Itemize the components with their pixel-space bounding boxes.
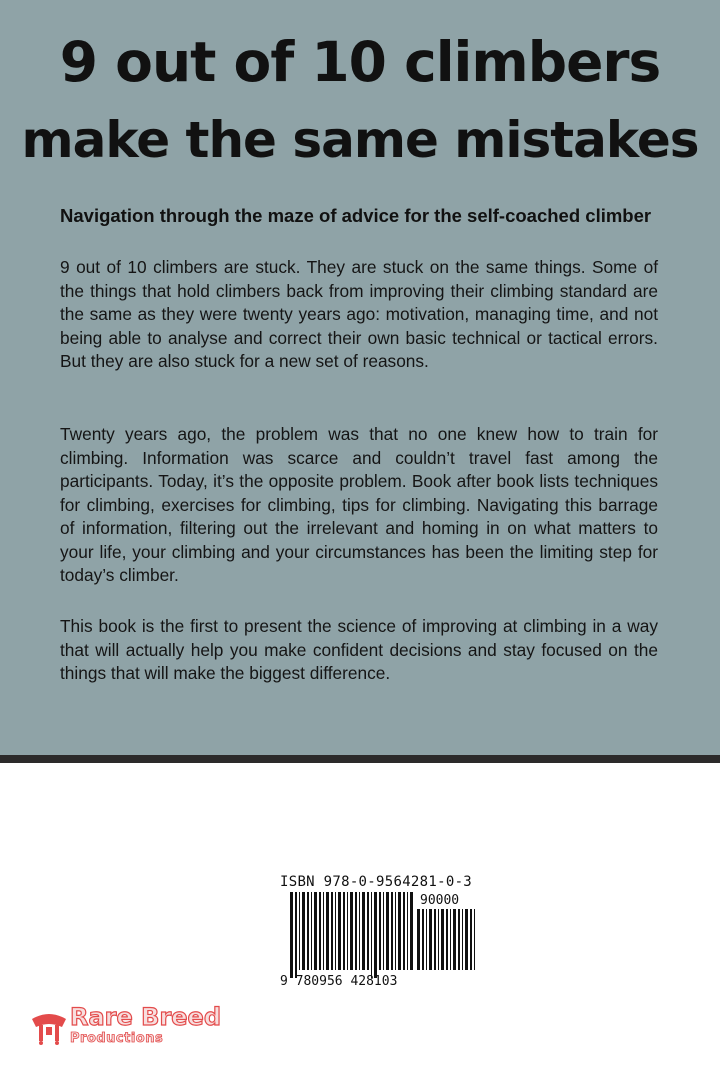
barcode-digits: 9 780956 428103 <box>280 974 398 989</box>
barcode-addon-bars <box>417 909 479 978</box>
publisher-name: Rare Breed <box>70 1003 222 1031</box>
barcode-bar <box>290 892 293 978</box>
barcode-bar <box>295 892 297 978</box>
barcode-bar <box>446 909 448 970</box>
barcode-bar <box>359 892 360 970</box>
barcode-bar <box>434 909 436 970</box>
barcode-bar <box>338 892 341 970</box>
barcode-bar <box>302 892 305 970</box>
barcode-bar <box>350 892 353 970</box>
barcode-bar <box>335 892 336 970</box>
mountain-flag-icon <box>30 1005 68 1045</box>
barcode-bar <box>395 892 396 970</box>
barcode-bar <box>371 892 372 978</box>
barcode-bar <box>474 909 475 970</box>
barcode-bar <box>422 909 424 970</box>
barcode-bar <box>462 909 463 970</box>
barcode-bars <box>290 892 416 978</box>
barcode-bar <box>417 909 420 970</box>
headline-line-1: 9 out of 10 climbers <box>59 30 661 94</box>
barcode-bar <box>374 892 377 978</box>
barcode-bar <box>386 892 389 970</box>
barcode-bar <box>383 892 384 970</box>
barcode-bar <box>347 892 348 970</box>
barcode-bar <box>355 892 357 970</box>
barcode-bar <box>362 892 365 970</box>
cover-divider <box>0 755 720 763</box>
barcode-bar <box>343 892 345 970</box>
barcode-bar <box>470 909 472 970</box>
barcode-bar <box>426 909 427 970</box>
subtitle: Navigation through the maze of advice for the self-coached climber <box>60 205 652 226</box>
barcode-bar <box>429 909 432 970</box>
publisher-subname: Productions <box>70 1031 164 1046</box>
body-paragraph-1: 9 out of 10 climbers are stuck. They are stuck on the same things. Some of the things that hold climbers back from improving their climbing standard are the same as they were twenty years ago: motivation, managing time, and not being able to analyse and correct their own basic technical or tactical errors. But they are also stuck for a new set of reasons. <box>60 257 658 371</box>
barcode-bar <box>407 892 408 970</box>
price-code: 90000 <box>420 893 460 908</box>
body-paragraph-2: Twenty years ago, the problem was that no one knew how to train for climbing. Information was scarce and couldn’t travel fast among the participants. Today, it’s the opposite problem. Book after book lists techniques for climbing, exercises for climbing, tips for climbing. Navigating this barrage of information, filtering out the irrelevant and homing in on what matters to your life, your climbing and your circumstances has been the limiting step for today’s climber. <box>60 424 658 585</box>
barcode-bar <box>367 892 369 970</box>
barcode-bar <box>379 892 381 970</box>
barcode-bar <box>314 892 317 970</box>
barcode-bar <box>410 892 413 970</box>
isbn-label: ISBN 978-0-9564281-0-3 <box>280 874 473 890</box>
barcode-bar <box>299 892 300 970</box>
barcode-bar <box>319 892 321 970</box>
barcode-bar <box>450 909 451 970</box>
barcode-bar <box>453 909 456 970</box>
headline-line-2: make the same mistakes <box>21 111 699 169</box>
barcode-bar <box>323 892 324 970</box>
barcode-bar <box>311 892 312 970</box>
publisher-logo <box>30 1003 240 1051</box>
barcode-bar <box>458 909 460 970</box>
barcode-bar <box>465 909 468 970</box>
isbn-barcode <box>280 874 482 994</box>
barcode-bar <box>438 909 439 970</box>
body-paragraph-3: This book is the first to present the science of improving at climbing in a way that will actually help you make confident decisions and stay focused on the things that will make the biggest difference. <box>60 616 658 683</box>
barcode-bar <box>441 909 444 970</box>
barcode-bar <box>391 892 393 970</box>
barcode-bar <box>307 892 309 970</box>
barcode-bar <box>326 892 329 970</box>
barcode-bar <box>398 892 401 970</box>
barcode-bar <box>403 892 405 970</box>
barcode-bar <box>331 892 333 970</box>
